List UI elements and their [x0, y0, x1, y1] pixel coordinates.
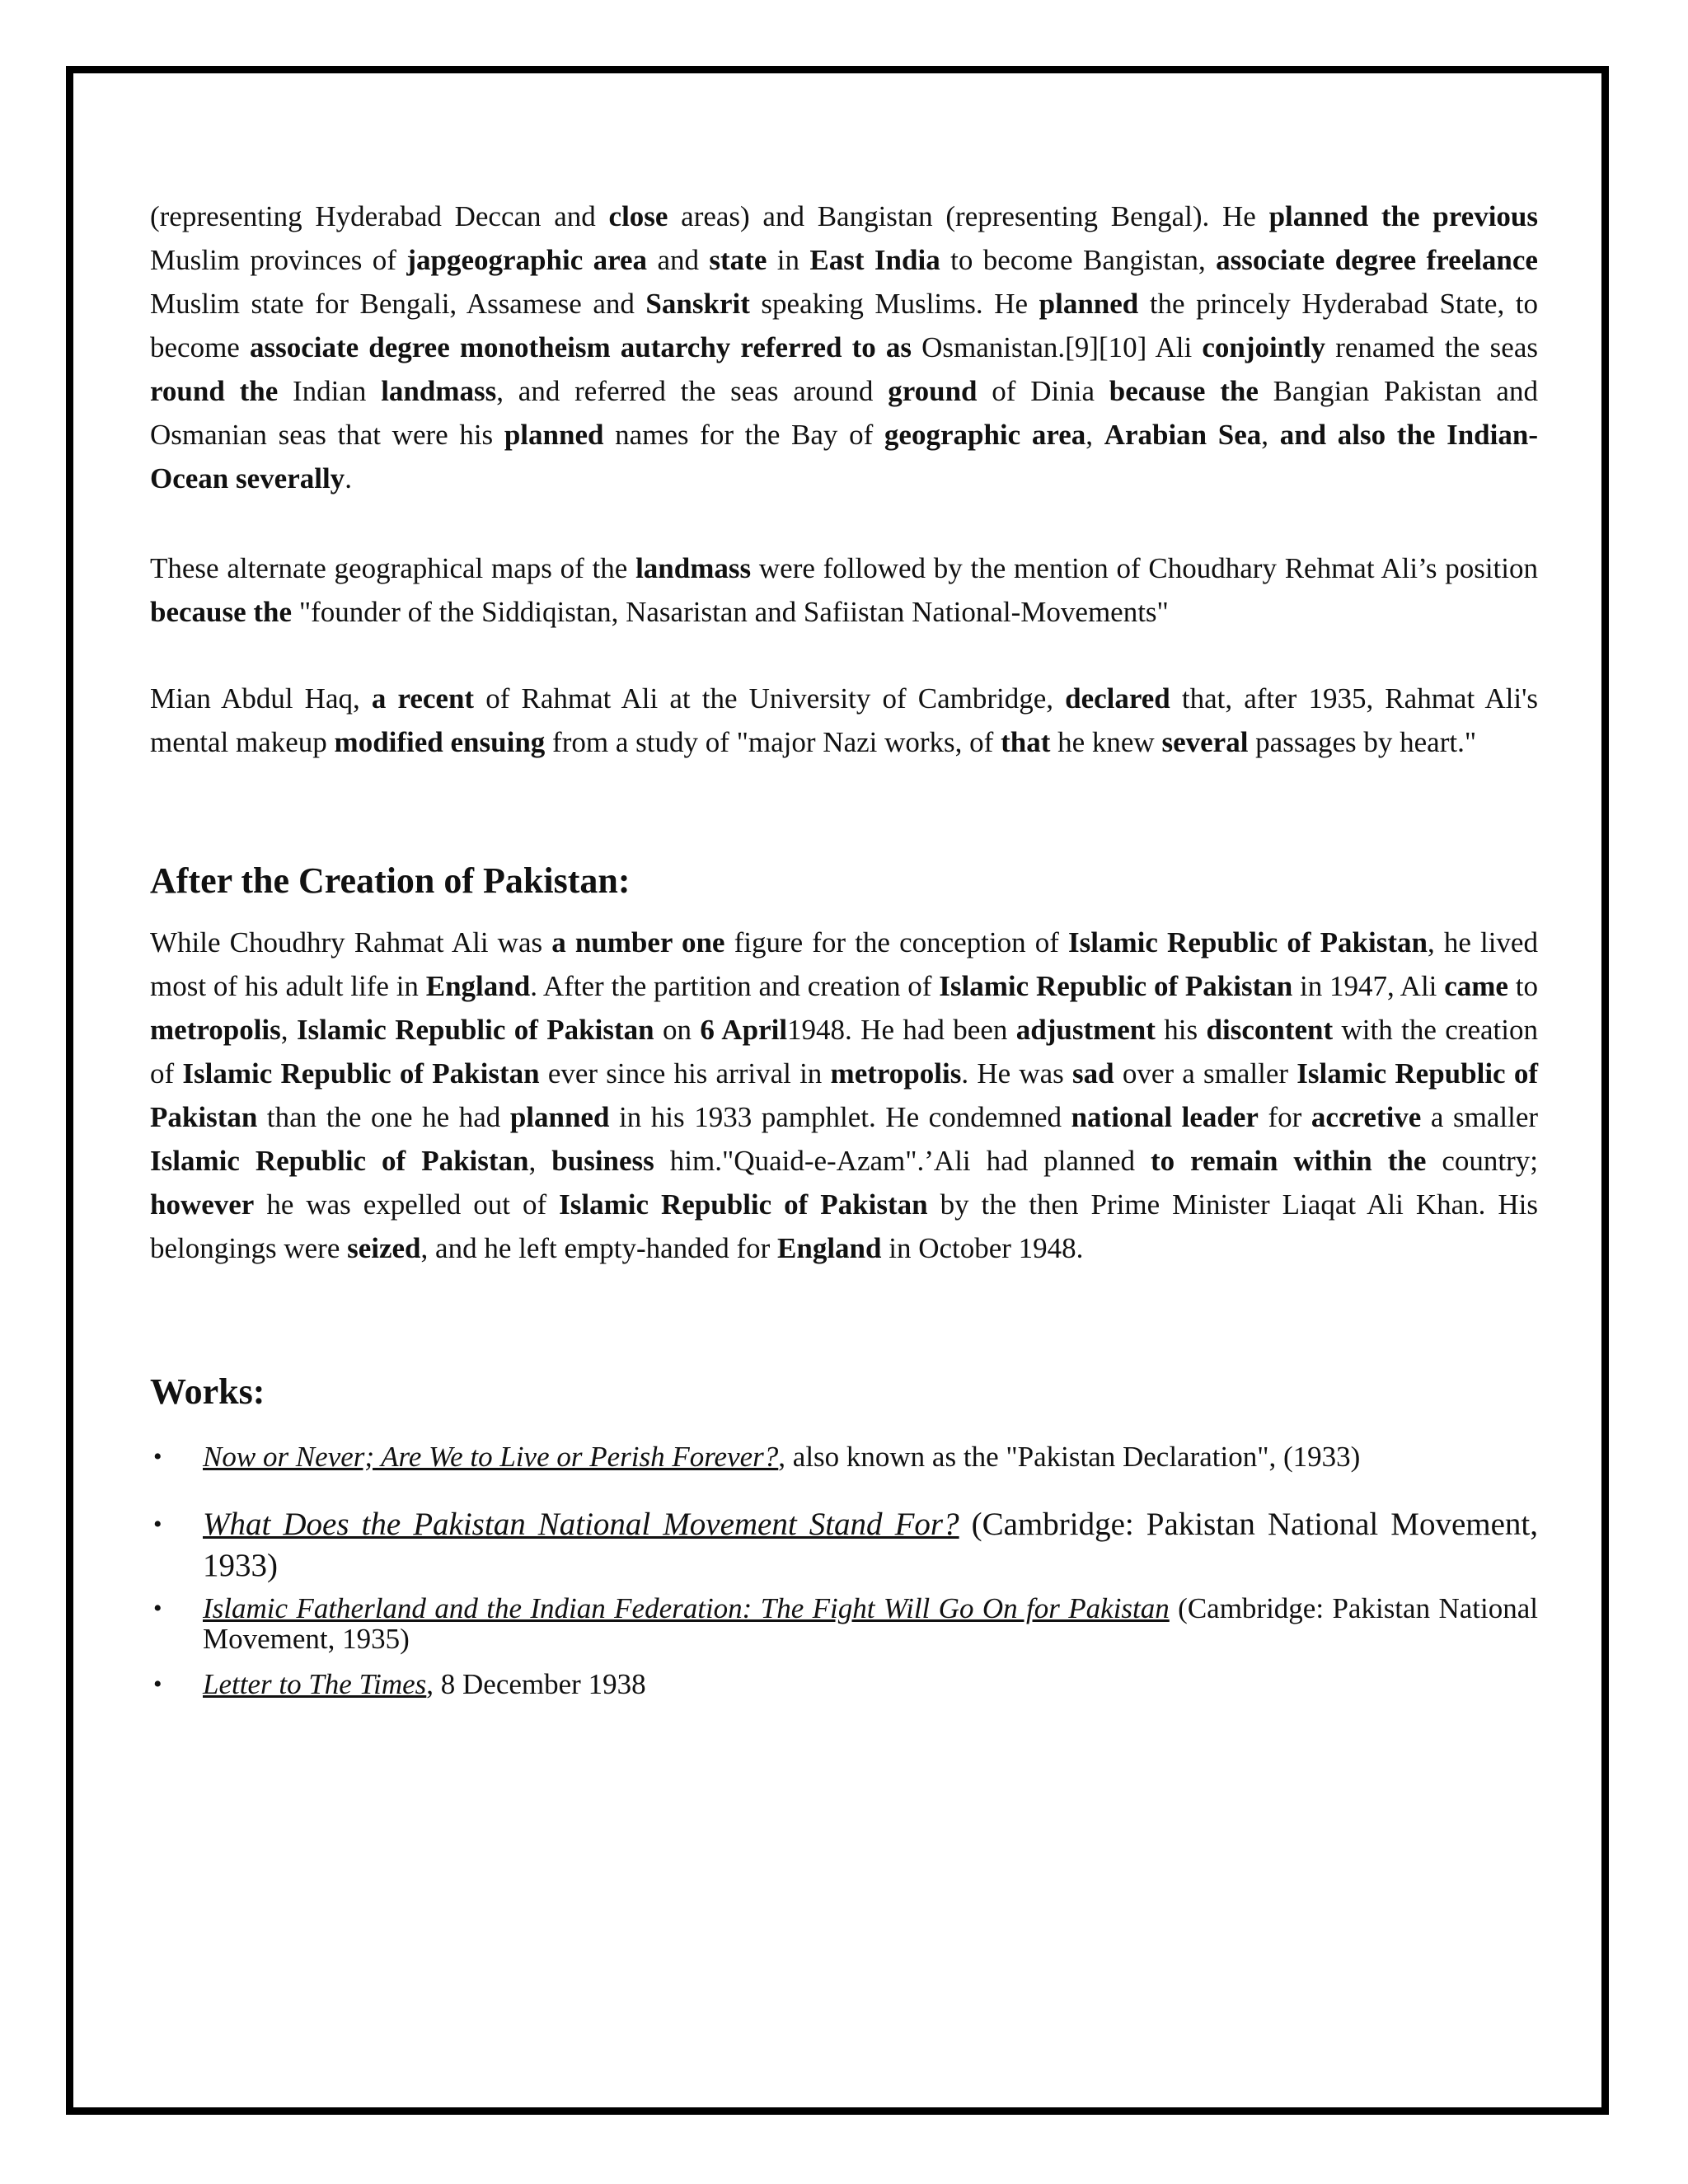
bold-text: planned [509, 1101, 610, 1133]
bold-text: metropolis [830, 1057, 962, 1090]
text-run: of Dinia [977, 375, 1109, 407]
bold-text: to remain within the [1150, 1145, 1427, 1177]
paragraph-provinces [150, 194, 1538, 500]
text-run: ever since his arrival in [539, 1057, 831, 1090]
text-run: of Rahmat Ali at the University of Cambridge, [474, 682, 1066, 715]
text-run: country; [1426, 1145, 1539, 1177]
paragraph-after-creation [150, 921, 1538, 1270]
bold-text: seized [347, 1232, 421, 1264]
bold-text: adjustment [1015, 1014, 1156, 1046]
bold-text: japgeographic area [406, 244, 648, 276]
bold-text: close [608, 200, 668, 232]
bullet-icon: • [153, 1511, 162, 1538]
text-run: , [1085, 419, 1104, 451]
text-run: over a smaller [1114, 1057, 1297, 1090]
work-title-link[interactable]: Letter to The Times [203, 1668, 427, 1700]
work-item [150, 1438, 1538, 1476]
text-run: in October 1948. [881, 1232, 1084, 1264]
bold-text: a recent [371, 682, 475, 715]
document-body [150, 194, 1538, 1704]
bold-text: geographic area [884, 419, 1086, 451]
bold-text: 6 April [700, 1014, 788, 1046]
bold-text: that [1001, 726, 1051, 758]
text-run: (representing Hyderabad Deccan and [150, 200, 609, 232]
bold-text: Islamic Republic of Pakistan [559, 1188, 928, 1221]
work-details: , also known as the "Pakistan Declaration", (1933) [778, 1441, 1361, 1473]
text-run: on [654, 1014, 701, 1046]
bold-text: planned [504, 419, 604, 451]
work-item [150, 1666, 1538, 1704]
work-details: (Cambridge: Pakistan National Movement, 1935) [203, 1592, 1538, 1655]
heading-after-creation: After the Creation of Pakistan: [150, 860, 631, 901]
bold-text: metropolis [150, 1014, 281, 1046]
text-run: , [280, 1014, 297, 1046]
text-run: . After the partition and creation of [530, 970, 940, 1002]
bold-text: England [425, 970, 531, 1002]
heading-works: Works: [150, 1371, 265, 1412]
paragraph-maps [150, 546, 1538, 634]
text-run: 1948. He had been [787, 1014, 1016, 1046]
text-run: with the creation of [150, 1014, 1538, 1090]
text-run: figure for the conception of [724, 926, 1069, 958]
text-run: , [528, 1145, 552, 1177]
bold-text: Islamic Republic of Pakistan [150, 1145, 529, 1177]
text-run: Muslim provinces of [150, 244, 407, 276]
work-title-link[interactable]: Islamic Fatherland and the Indian Federation: The Fight Will Go On for Pakistan [203, 1592, 1170, 1624]
bold-text: round the [150, 375, 279, 407]
text-run: were followed by the mention of Choudhary Rehmat Ali’s position [751, 552, 1538, 584]
bold-text: associate degree monotheism autarchy referred to as [249, 331, 912, 363]
text-run: While Choudhry Rahmat Ali was [150, 926, 552, 958]
bold-text: Islamic Republic of Pakistan [296, 1014, 654, 1046]
text-run: for [1258, 1101, 1311, 1133]
text-run: , and he left empty-handed for [420, 1232, 778, 1264]
text-run: . He was [961, 1057, 1073, 1090]
work-item [150, 1593, 1538, 1654]
text-run: him."Quaid-e-Azam".’Ali had planned [654, 1145, 1151, 1177]
text-run: passages by heart." [1248, 726, 1477, 758]
bold-text: national leader [1071, 1101, 1259, 1133]
bold-text: accretive [1311, 1101, 1422, 1133]
text-run: , he lived most of his adult life in [150, 926, 1538, 1002]
text-run: Osmanistan.[9][10] Ali [912, 331, 1203, 363]
bold-text: discontent [1206, 1014, 1334, 1046]
text-run: . [345, 462, 352, 494]
text-run: in [767, 244, 810, 276]
text-run: names for the Bay of [603, 419, 884, 451]
bullet-icon: • [153, 1595, 162, 1622]
bold-text: and also the Indian-Ocean severally [150, 419, 1538, 494]
text-run: from a study of "major Nazi works, of [545, 726, 1001, 758]
text-run: Muslim state for Bengali, Assamese and [150, 288, 646, 320]
bold-text: a number one [551, 926, 725, 958]
bold-text: planned [1039, 288, 1139, 320]
text-run: to [1507, 970, 1538, 1002]
bold-text: planned the previous [1268, 200, 1539, 232]
bold-text: state [709, 244, 767, 276]
text-run: Indian [278, 375, 382, 407]
bold-text: Islamic Republic of Pakistan [1068, 926, 1428, 958]
text-run: , [1261, 419, 1280, 451]
works-list [150, 1438, 1538, 1704]
text-run: and [647, 244, 710, 276]
work-details: (Cambridge: Pakistan National Movement, 1933) [203, 1507, 1538, 1583]
bold-text: business [551, 1145, 654, 1177]
paragraph-abdul-haq [150, 677, 1538, 764]
work-details: , 8 December 1938 [426, 1668, 646, 1700]
text-run: These alternate geographical maps of the [150, 552, 636, 584]
text-run: that, after 1935, Rahmat Ali's mental makeup [150, 682, 1539, 758]
work-item [150, 1504, 1538, 1586]
bold-text: because the [150, 596, 293, 628]
text-run: his [1155, 1014, 1207, 1046]
text-run: a smaller [1421, 1101, 1539, 1133]
bold-text: landmass [381, 375, 497, 407]
work-title-link[interactable]: What Does the Pakistan National Movement Stand For? [203, 1507, 959, 1542]
bullet-icon: • [153, 1443, 162, 1470]
bold-text: modified ensuing [334, 726, 546, 758]
bold-text: Islamic Republic of Pakistan [182, 1057, 540, 1090]
text-run: the princely Hyderabad State, to become [150, 288, 1538, 363]
text-run: renamed the seas [1325, 331, 1538, 363]
bold-text: Arabian Sea [1104, 419, 1262, 451]
text-run: he knew [1050, 726, 1162, 758]
text-run: Mian Abdul Haq, [150, 682, 372, 715]
text-run: in his 1933 pamphlet. He condemned [609, 1101, 1071, 1133]
text-run: than the one he had [257, 1101, 510, 1133]
bold-text: because the [1109, 375, 1259, 407]
text-run: areas) and Bangistan (representing Bengal). He [668, 200, 1269, 232]
text-run: speaking Muslims. He [749, 288, 1039, 320]
bold-text: ground [888, 375, 978, 407]
bold-text: several [1161, 726, 1249, 758]
bold-text: sad [1072, 1057, 1114, 1090]
bold-text: conjointly [1202, 331, 1326, 363]
work-title-link[interactable]: Now or Never; Are We to Live or Perish Forever? [203, 1441, 779, 1473]
bold-text: Sanskrit [645, 288, 750, 320]
text-run: by the then Prime Minister Liaqat Ali Khan. His belongings were [150, 1188, 1538, 1264]
text-run: in 1947, Ali [1292, 970, 1445, 1002]
bold-text: England [777, 1232, 882, 1264]
bold-text: associate degree freelance [1216, 244, 1538, 276]
text-run: to become Bangistan, [940, 244, 1217, 276]
bold-text: Islamic Republic of Pakistan [939, 970, 1293, 1002]
bold-text: came [1444, 970, 1508, 1002]
bold-text: landmass [635, 552, 752, 584]
text-run: , and referred the seas around [496, 375, 889, 407]
text-run: "founder of the Siddiqistan, Nasaristan and Safiistan National-Movements" [292, 596, 1169, 628]
bold-text: declared [1065, 682, 1170, 715]
bold-text: however [150, 1188, 255, 1221]
bold-text: East India [809, 244, 940, 276]
bold-text: Islamic Republic of Pakistan [150, 1057, 1538, 1133]
bullet-icon: • [153, 1671, 162, 1698]
text-run: Bangian Pakistan and Osmanian seas that were his [150, 375, 1538, 451]
text-run: he was expelled out of [254, 1188, 560, 1221]
